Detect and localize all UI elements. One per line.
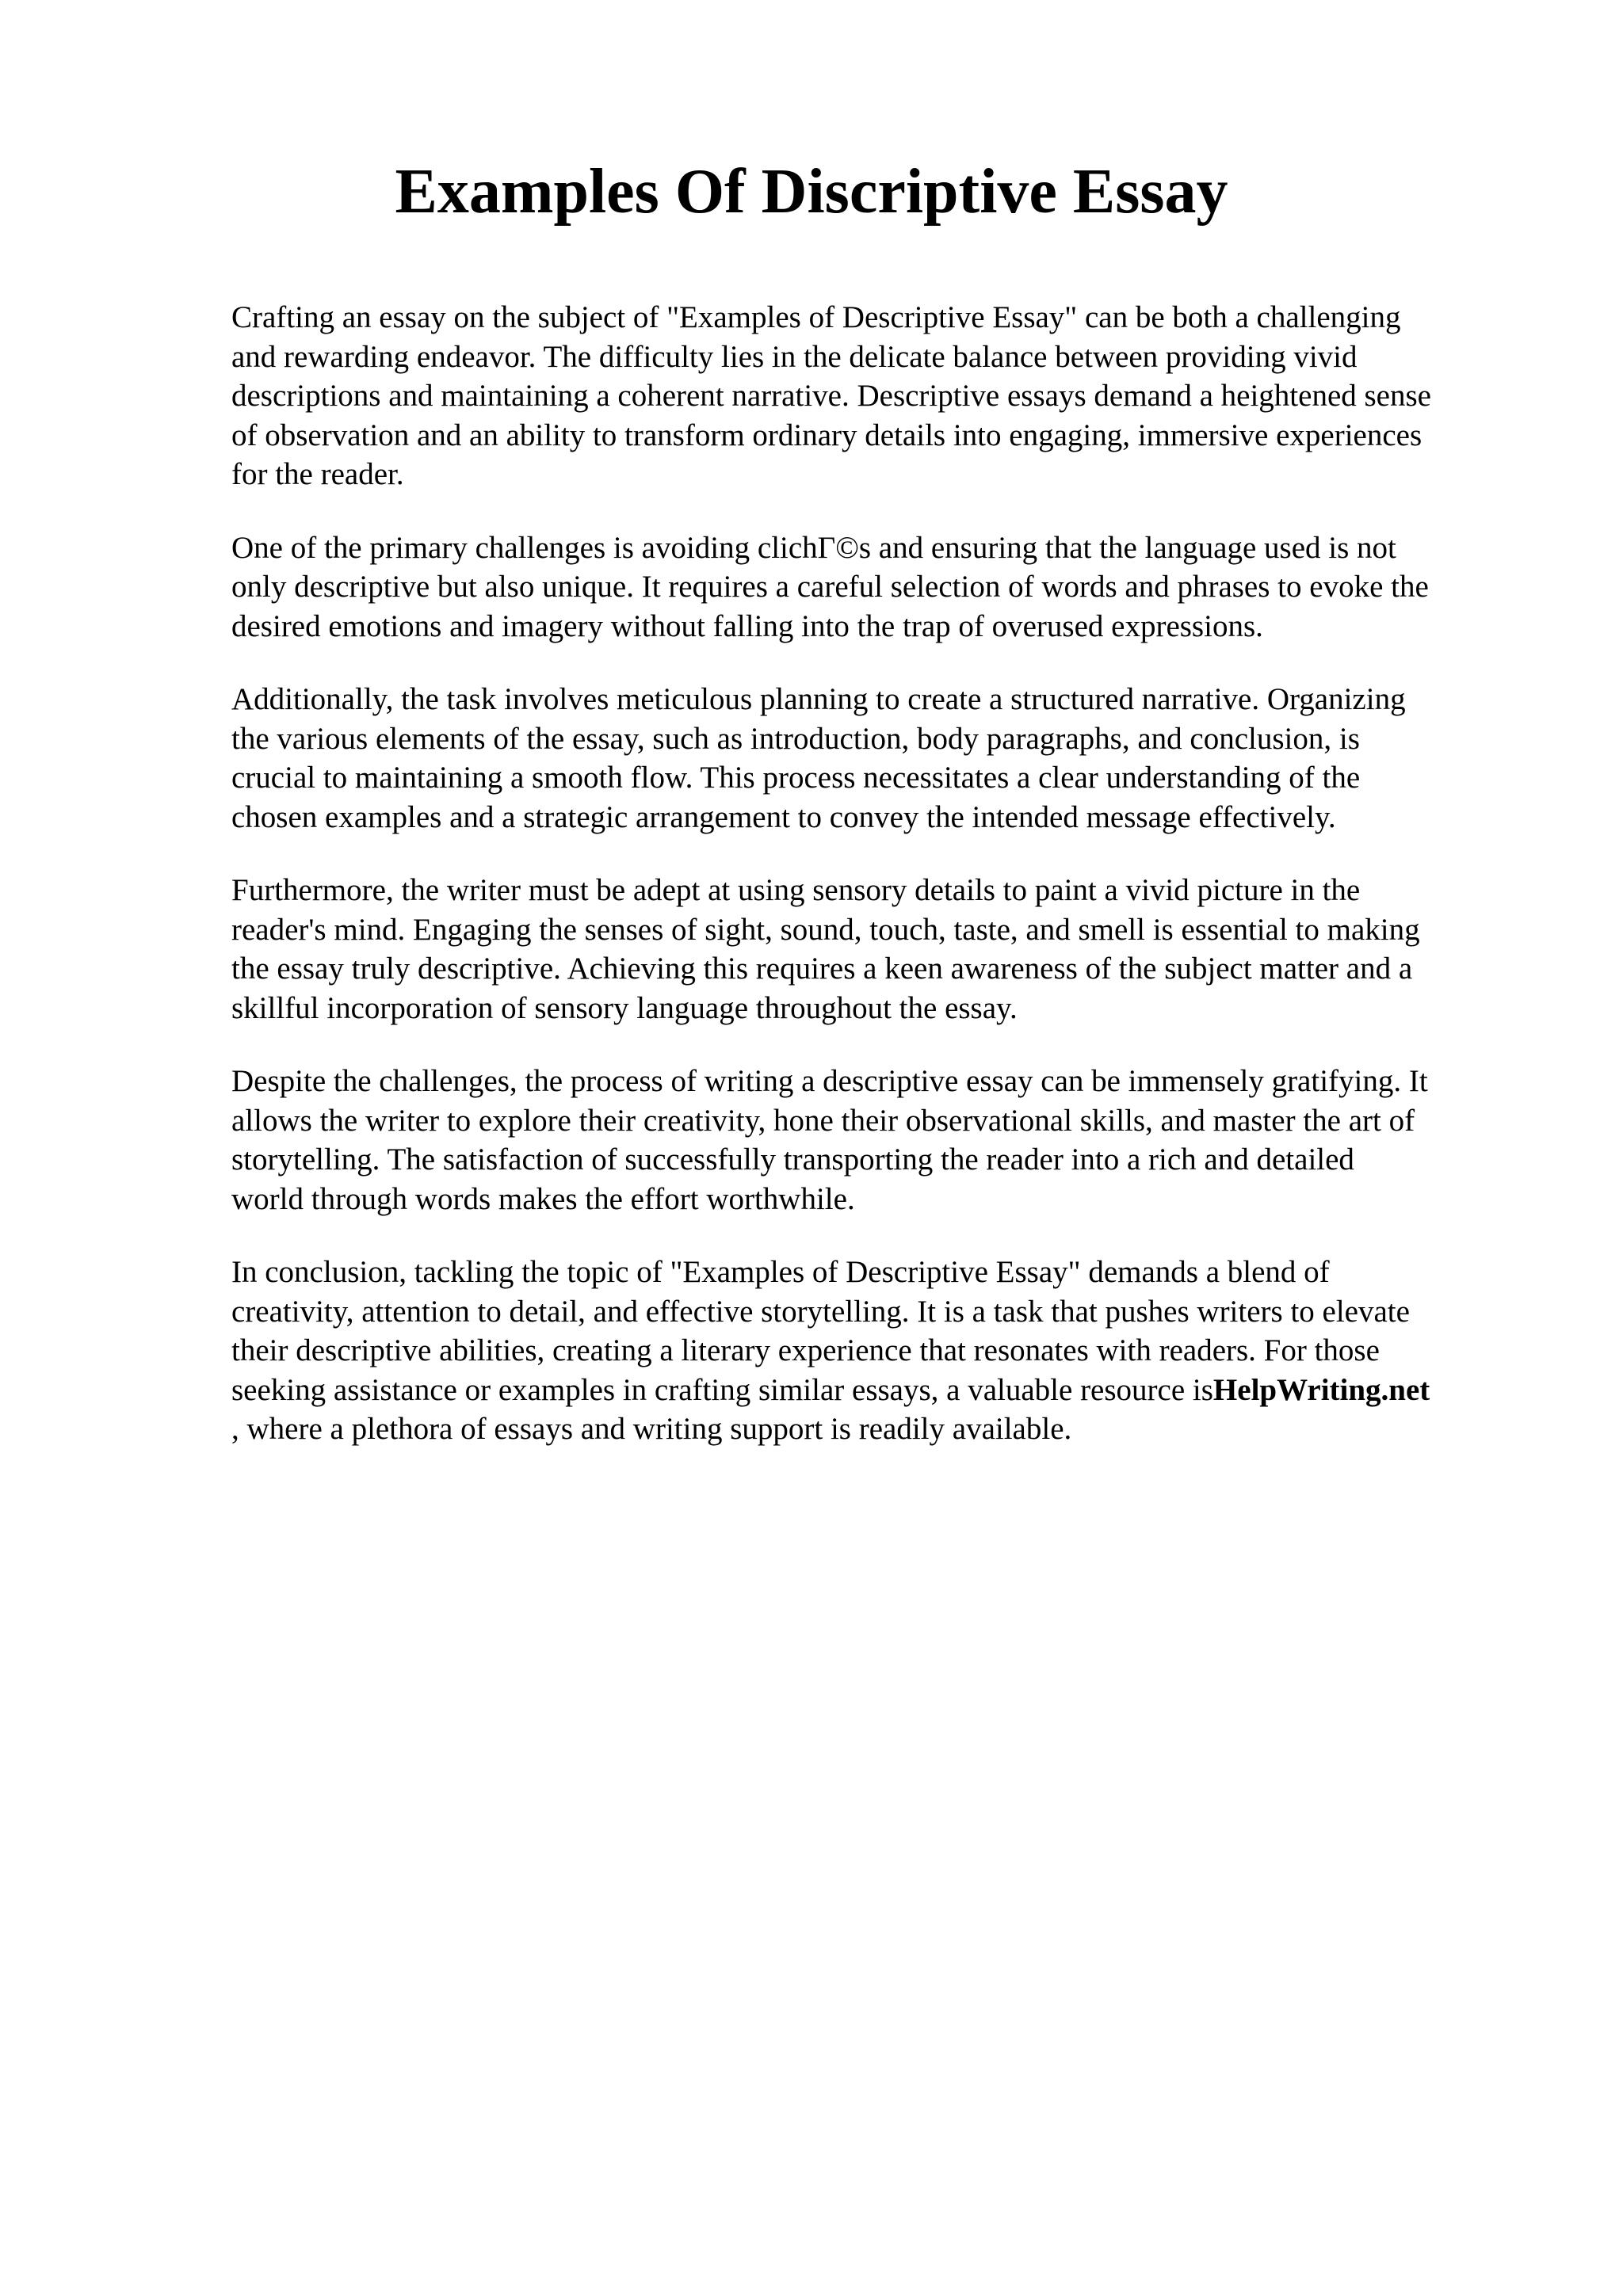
document-title: Examples Of Discriptive Essay: [395, 157, 1228, 227]
conclusion-text: In conclusion, tackling the topic of "Examples of Descriptive Essay" demands a blend of creativity, attention to detail, and effective storytelling. It is a task that pushes writers to elevate their descriptive abilities, creating a literary experience that resonates with readers. For those seeking assistance or examples in crafting similar essays, a valuable resource is: [231, 1255, 1410, 1407]
paragraph-conclusion: [231, 1253, 1515, 1449]
paragraph-challenges: One of the primary challenges is avoiding clichГ©s and ensuring that the language used is not only descriptive but also unique. It requires a careful selection of words and phrases to evoke the desired emotions and imagery without falling into the trap of overused expressions.: [231, 530, 1429, 643]
essay-body: [231, 298, 1515, 1449]
paragraph-intro: Crafting an essay on the subject of "Examples of Descriptive Essay" can be both a challenging and rewarding endeavor. The difficulty lies in the delicate balance between providing vivid descriptions and maintaining a coherent narrative. Descriptive essays demand a heightened sense of observation and an ability to transform ordinary details into engaging, immersive experiences for the reader.: [231, 300, 1431, 491]
helpwriting-link[interactable]: HelpWriting.net: [1212, 1372, 1430, 1407]
paragraph-planning: Additionally, the task involves meticulous planning to create a structured narrative. Organizing the various elements of the essay, such as introduction, body paragraphs, and conclusion, is crucial to maintaining a smooth flow. This process necessitates a clear understanding of the chosen examples and a strategic arrangement to convey the intended message effectively.: [231, 682, 1406, 834]
paragraph-gratifying: Despite the challenges, the process of writing a descriptive essay can be immensely gratifying. It allows the writer to explore their creativity, hone their observational skills, and master the art of storytelling. The satisfaction of successfully transporting the reader into a rich and detailed world through words makes the effort worthwhile.: [231, 1064, 1428, 1216]
conclusion-tail: , where a plethora of essays and writing support is readily available.: [231, 1412, 1072, 1446]
paragraph-sensory: Furthermore, the writer must be adept at using sensory details to paint a vivid picture in the reader's mind. Engaging the senses of sight, sound, touch, taste, and smell is essential to making the essay truly descriptive. Achieving this requires a keen awareness of the subject matter and a skillful incorporation of sensory language throughout the essay.: [231, 873, 1420, 1025]
